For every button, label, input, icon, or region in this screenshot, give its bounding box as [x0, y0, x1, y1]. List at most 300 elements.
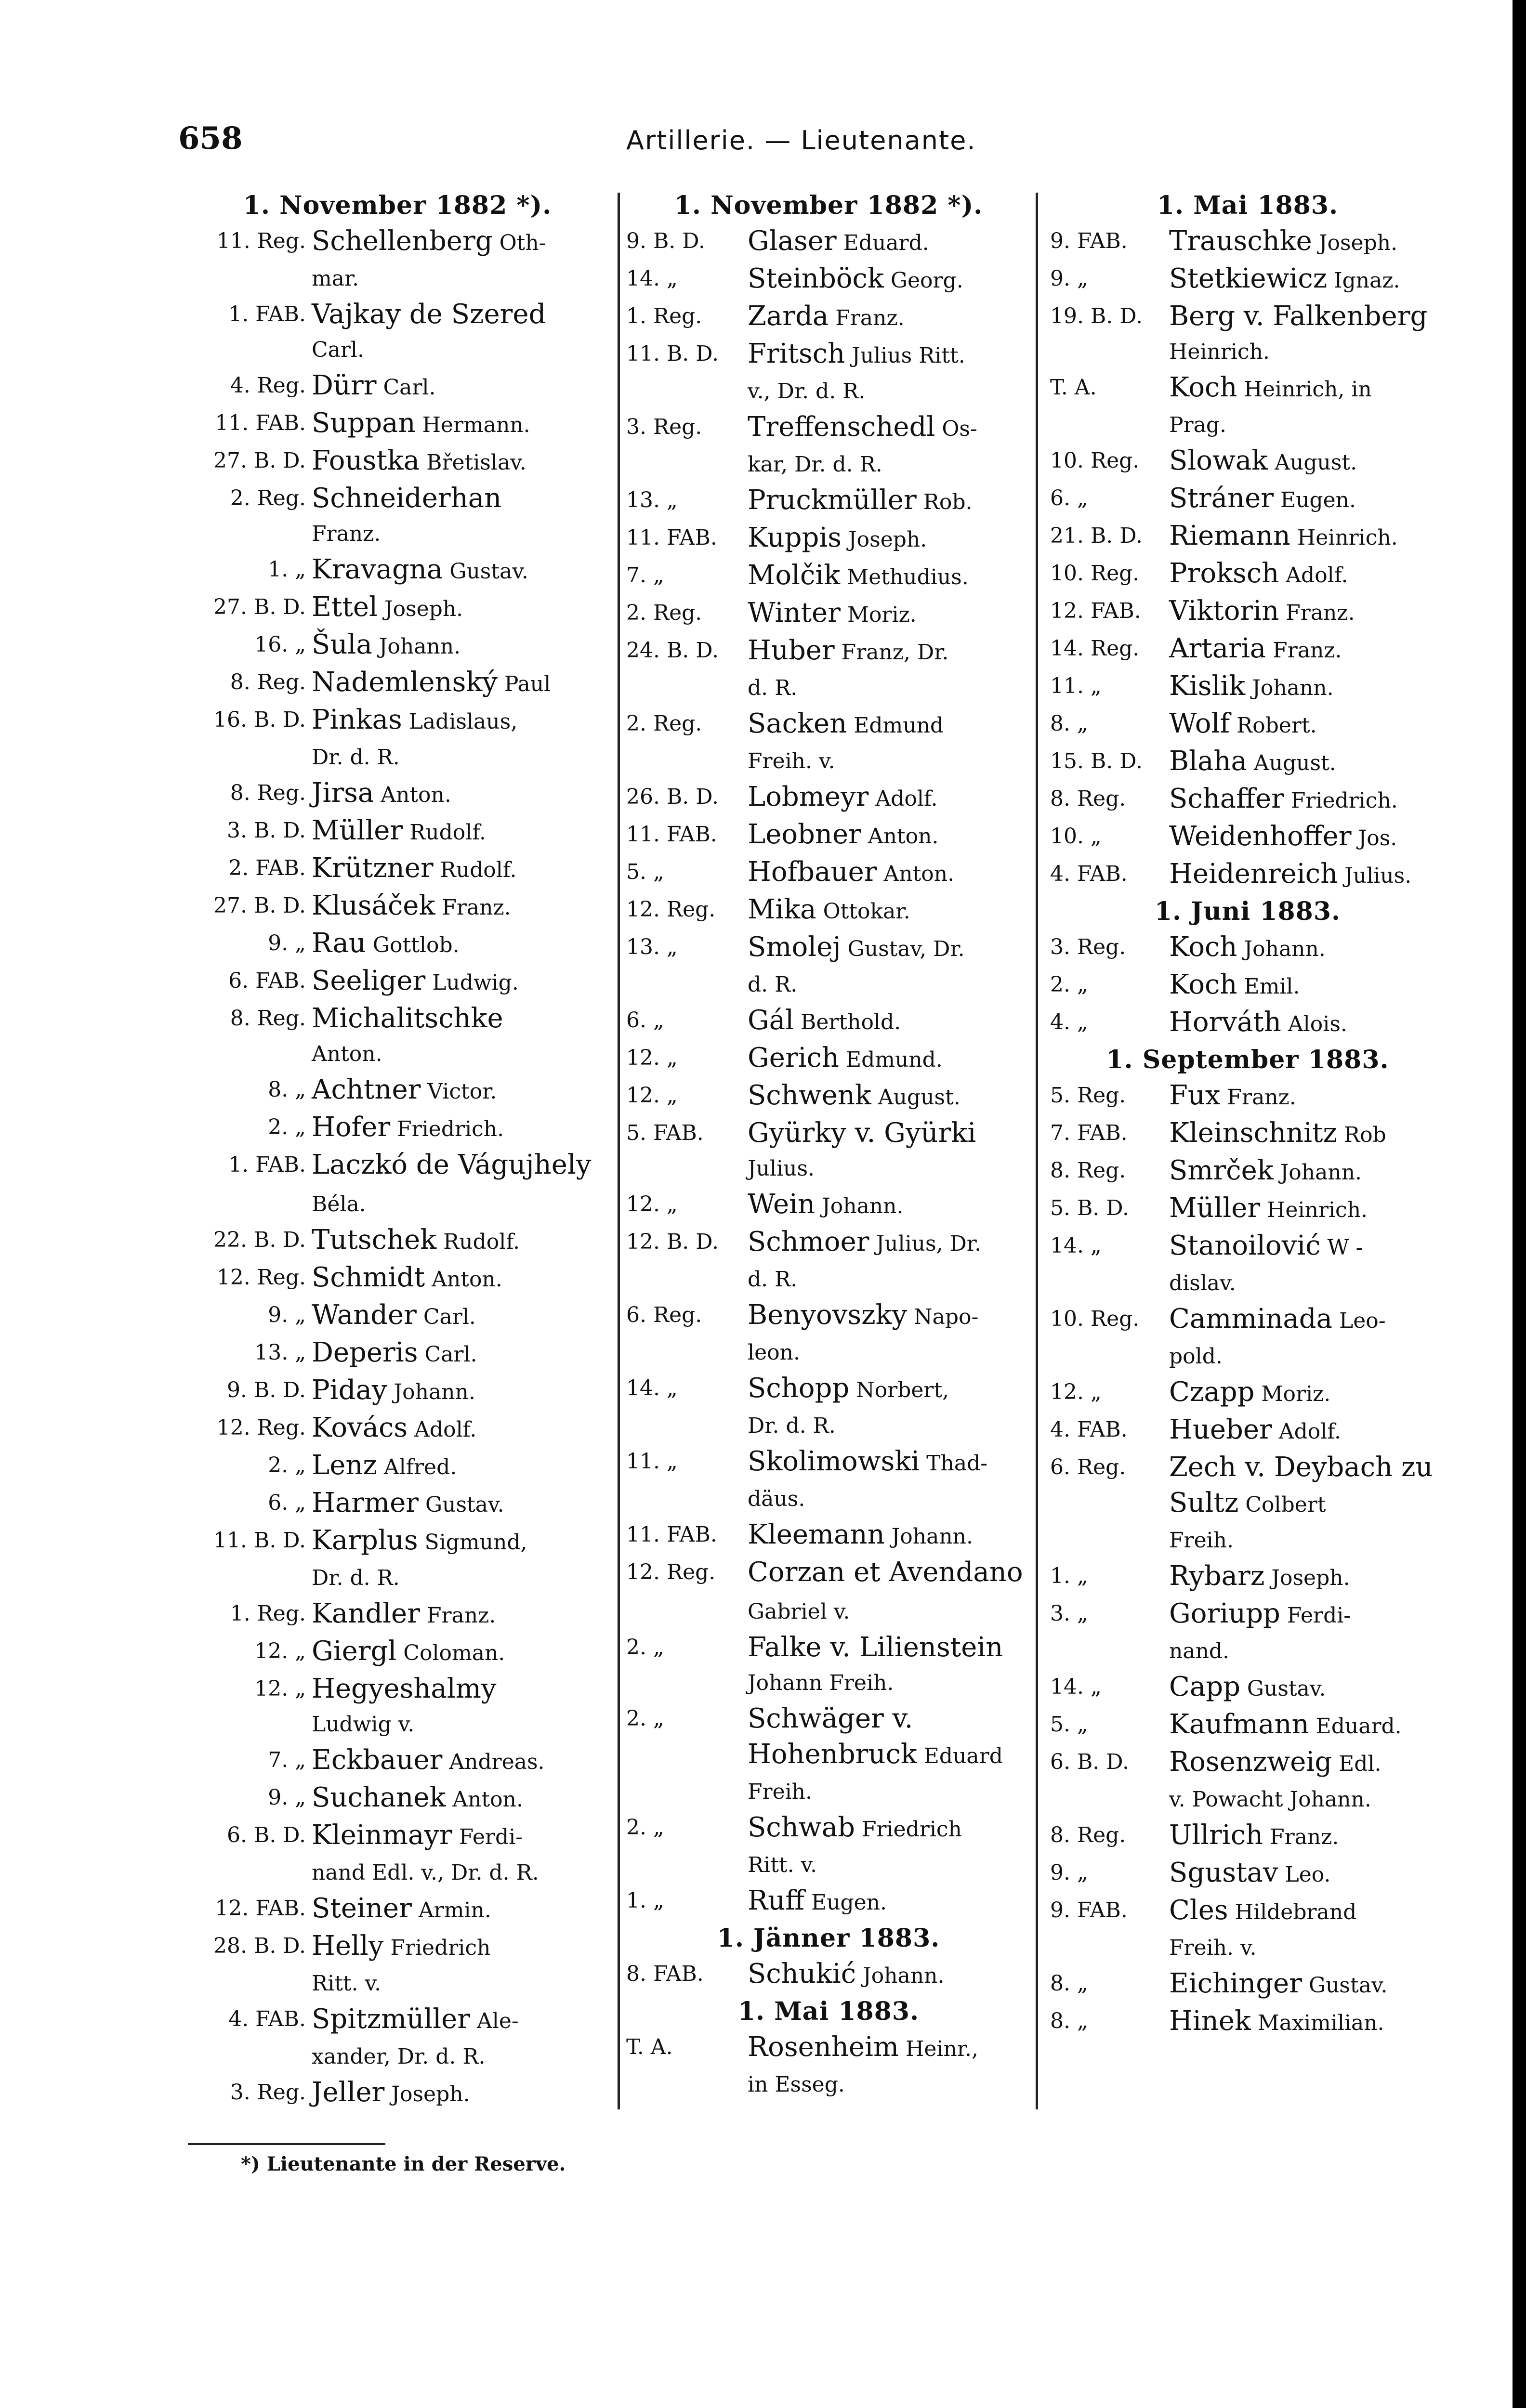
officer-name — [1169, 706, 1445, 744]
unit-label: 13. „ — [626, 488, 678, 512]
roster-entry — [626, 1701, 1031, 1810]
surname: Klusáček — [312, 890, 435, 921]
given-name: Eugen. — [1274, 488, 1356, 512]
surname: Schwäger v. Hohenbruck — [748, 1703, 917, 1770]
unit-label: 12. Reg. — [216, 1415, 306, 1440]
unit-label: 12. „ — [1050, 1380, 1102, 1404]
name-continuation: Anton. — [312, 1042, 382, 1066]
surname: Benyovszky — [748, 1299, 908, 1331]
surname: Horváth — [1169, 1007, 1281, 1038]
unit-label: 10. Reg. — [1050, 561, 1140, 586]
officer-name — [1169, 299, 1445, 370]
surname: Skolimowski — [748, 1446, 920, 1477]
roster-entry — [1050, 1818, 1445, 1855]
surname: Koch — [1169, 372, 1237, 403]
surname: Tutschek — [312, 1224, 437, 1256]
given-name: Friedrich. — [390, 1117, 504, 1141]
officer-name — [1169, 819, 1445, 856]
section-heading: 1. November 1882 *). — [674, 191, 983, 220]
roster-entry — [1050, 556, 1445, 593]
name-continuation: in Esseg. — [748, 2072, 845, 2097]
officer-name — [312, 1260, 609, 1297]
unit-label: 2. Reg. — [626, 711, 702, 736]
surname: Seeliger — [312, 965, 426, 996]
officer-name — [1169, 593, 1445, 631]
given-name: Rudolf. — [433, 858, 517, 882]
given-name: Heinrich, in — [1237, 377, 1372, 402]
surname: Weidenhoffer — [1169, 821, 1352, 852]
unit-label: 9. FAB. — [1050, 1898, 1128, 1923]
surname: Piday — [312, 1374, 387, 1406]
unit-label: 6. „ — [268, 1491, 306, 1515]
given-name: Franz. — [420, 1603, 496, 1628]
surname: Glaser — [748, 225, 837, 257]
officer-name — [312, 223, 609, 297]
given-name: Moriz. — [1254, 1382, 1331, 1406]
officer-name — [748, 1555, 1031, 1630]
given-name: W - — [1320, 1235, 1363, 1260]
surname: Kleinschnitz — [1169, 1117, 1338, 1149]
given-name: Emil. — [1237, 974, 1300, 999]
surname: Fritsch — [748, 338, 845, 369]
given-name: August. — [871, 1085, 960, 1110]
name-continuation: leon. — [748, 1340, 800, 1365]
roster-entry — [1050, 929, 1445, 967]
given-name: Franz. — [1279, 601, 1355, 625]
given-name: Adolf. — [1272, 1419, 1342, 1444]
roster-entry — [626, 1883, 1031, 1921]
officer-name — [312, 1523, 609, 1596]
given-name: Armin. — [411, 1898, 491, 1923]
officer-name — [312, 851, 609, 888]
officer-name — [312, 1297, 609, 1335]
unit-label: 12. „ — [626, 1083, 678, 1108]
given-name: Andreas. — [442, 1750, 545, 1774]
unit-label: 11. FAB. — [626, 1522, 717, 1547]
roster-entry — [1050, 370, 1445, 443]
unit-label: 3. Reg. — [230, 2080, 306, 2105]
officer-name — [748, 633, 1031, 706]
officer-name — [748, 1444, 1031, 1517]
surname: Deperis — [312, 1337, 418, 1368]
officer-name — [748, 261, 1031, 299]
unit-label: 12. „ — [626, 1046, 678, 1070]
officer-name — [748, 929, 1031, 1003]
given-name: Carl. — [416, 1305, 476, 1329]
name-continuation: Heinrich. — [1169, 340, 1270, 364]
running-title: Artillerie. — Lieutenante. — [626, 125, 976, 156]
given-name: Béla. — [312, 1192, 366, 1217]
surname: Foustka — [312, 445, 420, 476]
unit-label: T. A. — [626, 2035, 673, 2059]
section-heading: 1. Mai 1883. — [1157, 191, 1339, 220]
surname: Trauschke — [1169, 225, 1312, 257]
surname: Karplus — [312, 1525, 418, 1556]
name-continuation: Dr. d. R. — [748, 1413, 836, 1438]
surname: Cles — [1169, 1895, 1228, 1926]
roster-entry — [185, 775, 609, 813]
given-name: Carl. — [418, 1342, 477, 1367]
roster-entry — [185, 1780, 609, 1818]
given-name: Franz. — [829, 306, 905, 330]
given-name: Anton. — [877, 862, 955, 886]
officer-name — [748, 409, 1031, 483]
given-name: Johann. — [1237, 937, 1326, 961]
officer-name — [312, 963, 609, 1001]
given-name: Anton. — [446, 1787, 523, 1812]
given-name: Eduard — [917, 1744, 1003, 1768]
surname: Eichinger — [1169, 1968, 1302, 1999]
unit-label: 12. „ — [626, 1192, 678, 1217]
given-name: Edmund — [847, 713, 944, 738]
given-name: Joseph. — [384, 2082, 470, 2107]
unit-label: 27. B. D. — [213, 893, 306, 918]
given-name: Eduard. — [1309, 1714, 1402, 1739]
unit-label: 16. B. D. — [213, 707, 306, 732]
officer-name — [312, 1742, 609, 1780]
given-name: Joseph. — [377, 597, 463, 621]
surname: Jirsa — [312, 777, 374, 809]
officer-name — [748, 1883, 1031, 1921]
officer-name — [312, 1634, 609, 1671]
roster-entry — [185, 1928, 609, 2002]
surname: Treffenschedl — [748, 411, 935, 443]
name-continuation: nand Edl. v., Dr. d. R. — [312, 1860, 539, 1885]
roster-entry — [185, 1297, 609, 1335]
roster-entry — [626, 1444, 1031, 1517]
surname: Stráner — [1169, 483, 1274, 514]
surname: Zech v. Deybach zu Sultz — [1169, 1452, 1433, 1518]
given-name: Friedrich — [383, 1936, 491, 1960]
roster-entry — [185, 1335, 609, 1373]
name-continuation: d. R. — [748, 676, 798, 700]
surname: Harmer — [312, 1487, 419, 1518]
name-continuation: Dr. d. R. — [312, 745, 400, 770]
column-divider — [618, 193, 620, 2109]
officer-name — [748, 1040, 1031, 1078]
officer-name — [312, 1072, 609, 1110]
surname: Smrček — [1169, 1155, 1274, 1186]
unit-label: 14. Reg. — [1050, 636, 1140, 661]
surname: Corzan et Avendano — [748, 1557, 1023, 1588]
unit-label: 2. „ — [626, 1635, 664, 1660]
officer-name — [312, 443, 609, 481]
surname: Müller — [1169, 1192, 1261, 1224]
name-continuation: dislav. — [1169, 1271, 1236, 1296]
name-continuation: Ludwig v. — [312, 1712, 415, 1737]
given-name: Sigmund, — [418, 1530, 527, 1555]
given-name: Julius. — [1338, 864, 1412, 888]
given-name: Hildebrand — [1228, 1900, 1357, 1924]
roster-entry — [626, 892, 1031, 929]
officer-name — [312, 1410, 609, 1448]
given-name: Eugen. — [804, 1890, 887, 1915]
name-continuation: d. R. — [748, 972, 798, 997]
unit-label: 6. „ — [626, 1008, 664, 1033]
surname: Riemann — [1169, 520, 1290, 551]
officer-name — [1169, 443, 1445, 481]
unit-label: 14. „ — [1050, 1233, 1102, 1258]
given-name: Leo- — [1332, 1309, 1386, 1333]
surname: Hueber — [1169, 1414, 1272, 1445]
unit-label: 12. B. D. — [626, 1230, 719, 1254]
officer-name — [1169, 744, 1445, 781]
officer-name — [312, 627, 609, 665]
officer-name — [748, 1003, 1031, 1040]
unit-label: 5. „ — [1050, 1712, 1088, 1737]
given-name: Paul — [497, 672, 551, 696]
surname: Dürr — [312, 370, 377, 401]
given-name: Johann. — [387, 1380, 475, 1404]
unit-label: 12. FAB. — [215, 1896, 306, 1921]
officer-name — [1169, 223, 1445, 261]
officer-name — [312, 1596, 609, 1634]
surname: Steiner — [312, 1893, 412, 1924]
given-name: Anton. — [374, 783, 451, 807]
surname: Schopp — [748, 1373, 850, 1404]
officer-name — [748, 1630, 1031, 1701]
roster-entry — [185, 1110, 609, 1147]
roster-entry — [1050, 1374, 1445, 1412]
name-continuation: pold. — [1169, 1344, 1223, 1369]
surname: Schellenberg — [312, 225, 493, 257]
officer-name — [312, 368, 609, 406]
roster-entry — [185, 2075, 609, 2112]
roster-entry — [1050, 223, 1445, 261]
surname: Winter — [748, 597, 841, 628]
roster-entry — [185, 1523, 609, 1596]
given-name: Friedrich. — [1284, 788, 1398, 813]
roster-entry — [185, 665, 609, 702]
unit-label: 1. FAB. — [228, 302, 306, 327]
column-divider — [1036, 193, 1038, 2109]
roster-entry — [626, 854, 1031, 892]
unit-label: 12. Reg. — [626, 1560, 716, 1584]
unit-label: 11. „ — [626, 1449, 678, 1474]
unit-label: 14. „ — [626, 266, 678, 291]
given-name: Franz. — [435, 895, 511, 920]
surname: Kandler — [312, 1598, 420, 1629]
unit-label: 11. FAB. — [215, 411, 306, 435]
surname: Goriupp — [1169, 1598, 1280, 1629]
roster-entry — [1050, 2003, 1445, 2041]
roster-entry — [626, 483, 1031, 520]
roster-entry — [626, 595, 1031, 633]
surname: Artaria — [1169, 633, 1266, 664]
given-name: Os- — [935, 417, 977, 441]
officer-name — [312, 665, 609, 702]
surname: Krützner — [312, 852, 434, 884]
given-name: Jos. — [1351, 826, 1397, 851]
given-name: Adolf. — [868, 786, 938, 811]
roster-entry — [1050, 1005, 1445, 1042]
officer-name — [1169, 1596, 1445, 1669]
surname: Schaffer — [1169, 783, 1284, 814]
unit-label: 6. B. D. — [1050, 1750, 1129, 1774]
unit-label: 9. B. D. — [626, 229, 705, 253]
name-continuation: Carl. — [312, 338, 364, 362]
given-name: Alois. — [1281, 1012, 1347, 1036]
surname: Šula — [312, 629, 372, 660]
officer-name — [312, 2075, 609, 2112]
officer-name — [1169, 781, 1445, 819]
surname: Laczkó de Vágujhely — [312, 1149, 592, 1180]
surname: Capp — [1169, 1671, 1240, 1702]
officer-name — [312, 926, 609, 963]
unit-label: 2. FAB. — [228, 856, 306, 880]
footnote: *) Lieutenante in der Reserve. — [241, 2153, 566, 2175]
officer-name — [1169, 668, 1445, 706]
roster-entry — [185, 223, 609, 297]
officer-name — [748, 483, 1031, 520]
roster-entry — [185, 813, 609, 851]
scan-edge — [1513, 0, 1526, 2408]
given-name: Gottlob. — [366, 933, 460, 957]
officer-name — [312, 888, 609, 926]
surname: Fux — [1169, 1080, 1221, 1111]
given-name: Rob — [1337, 1123, 1386, 1147]
roster-entry — [185, 481, 609, 552]
name-continuation: Prag. — [1169, 413, 1227, 437]
officer-name — [748, 1956, 1031, 1994]
given-name: Ludwig. — [425, 970, 519, 995]
given-name: Gustav, Dr. — [841, 937, 965, 961]
unit-label: 4. FAB. — [1050, 1417, 1128, 1442]
unit-label: 13. „ — [254, 1340, 306, 1365]
officer-name — [1169, 1191, 1445, 1228]
given-name: Alfred. — [377, 1455, 457, 1479]
unit-label: 9. „ — [268, 1785, 306, 1810]
surname: Lobmeyr — [748, 781, 869, 812]
unit-label: 22. B. D. — [213, 1228, 306, 1252]
unit-label: 5. Reg. — [1050, 1083, 1126, 1108]
roster-entry — [185, 1742, 609, 1780]
unit-label: 2. „ — [268, 1115, 306, 1139]
given-name: Břetislav. — [420, 450, 526, 475]
unit-label: 12. Reg. — [216, 1265, 306, 1290]
unit-label: 7. „ — [268, 1748, 306, 1772]
officer-name — [312, 1485, 609, 1523]
given-name: Anton. — [425, 1267, 502, 1292]
roster-entry — [626, 2029, 1031, 2103]
roster-entry — [626, 929, 1031, 1003]
unit-label: 2. „ — [626, 1815, 664, 1840]
unit-label: 11. FAB. — [626, 822, 717, 847]
officer-name — [312, 1147, 609, 1222]
officer-name — [1169, 1301, 1445, 1374]
unit-label: 8. Reg. — [230, 1006, 306, 1031]
surname: Mika — [748, 894, 816, 925]
name-continuation: Julius. — [748, 1156, 815, 1181]
surname: Gyürky v. Gyürki — [748, 1117, 976, 1149]
roster-entry — [1050, 1228, 1445, 1301]
unit-label: 8. Reg. — [230, 781, 306, 805]
roster-entry — [185, 851, 609, 888]
surname: Wander — [312, 1299, 417, 1331]
roster-entry — [185, 1072, 609, 1110]
officer-name — [1169, 518, 1445, 556]
roster-entry — [1050, 706, 1445, 744]
page-header — [173, 116, 1310, 169]
unit-label: 10. „ — [1050, 824, 1102, 849]
unit-label: 7. „ — [626, 563, 664, 588]
officer-name — [1169, 1966, 1445, 2003]
roster-entry — [1050, 668, 1445, 706]
roster-entry — [1050, 518, 1445, 556]
unit-label: 21. B. D. — [1050, 523, 1143, 548]
surname: Hofer — [312, 1112, 391, 1143]
roster-entry — [626, 706, 1031, 779]
name-continuation: Johann Freih. — [748, 1671, 894, 1695]
officer-name — [748, 1297, 1031, 1371]
unit-label: 16. „ — [254, 632, 306, 657]
name-continuation: Ritt. v. — [748, 1853, 817, 1877]
given-name: Rudolf. — [403, 820, 487, 845]
roster-entry — [626, 1810, 1031, 1883]
given-name: Joseph. — [1264, 1566, 1350, 1590]
roster-entry — [626, 299, 1031, 336]
given-name: Methudius. — [840, 565, 969, 589]
name-continuation: Ritt. v. — [312, 1971, 382, 1996]
roster-entry — [626, 1297, 1031, 1371]
roster-entry — [185, 1373, 609, 1410]
officer-name — [312, 813, 609, 851]
officer-name — [1169, 631, 1445, 668]
name-continuation: v., Dr. d. R. — [748, 379, 866, 404]
unit-label: 10. Reg. — [1050, 448, 1140, 473]
officer-name — [312, 1780, 609, 1818]
officer-name — [1169, 1450, 1445, 1558]
roster-entry — [626, 409, 1031, 483]
surname: Schmoer — [748, 1226, 869, 1257]
roster-entry — [185, 1596, 609, 1634]
roster-entry — [626, 261, 1031, 299]
unit-label: 4. FAB. — [1050, 862, 1128, 886]
surname: Zarda — [748, 301, 829, 332]
unit-label: 6. B. D. — [227, 1823, 306, 1847]
unit-label: 5. FAB. — [626, 1121, 704, 1145]
roster-entry — [185, 1410, 609, 1448]
given-name: Rob. — [916, 490, 973, 514]
name-continuation: däus. — [748, 1487, 805, 1511]
surname: Rosenheim — [748, 2031, 899, 2063]
roster-entry — [626, 558, 1031, 595]
name-continuation: xander, Dr. d. R. — [312, 2044, 486, 2069]
section-heading: 1. November 1882 *). — [243, 191, 552, 220]
given-name: Johann. — [1273, 1160, 1362, 1185]
roster-entry — [1050, 1669, 1445, 1707]
roster-entry — [1050, 1153, 1445, 1191]
surname: Hofbauer — [748, 856, 877, 888]
given-name: Napo- — [907, 1305, 979, 1329]
roster-entry — [185, 926, 609, 963]
given-name: Anton. — [861, 824, 939, 849]
given-name: Carl. — [376, 375, 436, 400]
officer-name — [312, 775, 609, 813]
unit-label: 1. „ — [626, 1888, 664, 1913]
surname: Achtner — [312, 1074, 421, 1105]
name-continuation: d. R. — [748, 1267, 798, 1292]
footnote-rule — [188, 2143, 385, 2145]
surname: Pinkas — [312, 704, 402, 735]
given-name: Adolf. — [408, 1417, 477, 1442]
given-name: Ferdi- — [1280, 1603, 1351, 1628]
given-name: Johann. — [372, 634, 461, 659]
officer-name — [312, 297, 609, 368]
officer-name — [1169, 1005, 1445, 1042]
surname: Vajkay de Szered — [312, 299, 546, 330]
officer-name — [748, 1371, 1031, 1444]
